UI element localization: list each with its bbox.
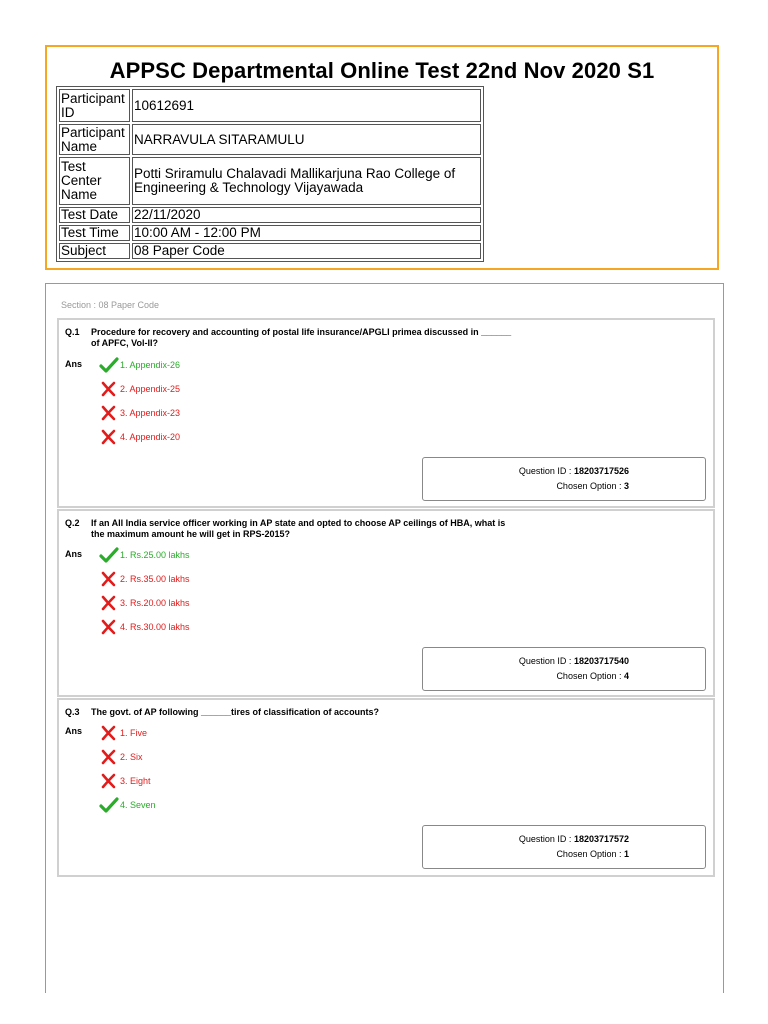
question-number: Q.3 [65, 707, 80, 717]
cross-icon [99, 773, 119, 789]
option-label: 2. Six [120, 752, 143, 762]
info-value: Potti Sriramulu Chalavadi Mallikarjuna Rao College of Engineering & Technology Vijayawada [132, 157, 481, 205]
info-row-subject [59, 243, 481, 259]
info-row-participant-name [59, 124, 481, 155]
question-text: Procedure for recovery and accounting of postal life insurance/APGLI primea discussed in ______ of APFC, Vol-II? [91, 327, 512, 348]
answer-label: Ans [65, 549, 83, 559]
info-row-participant-id [59, 89, 481, 122]
info-value: 10:00 AM - 12:00 PM [132, 225, 481, 241]
info-value: 08 Paper Code [132, 243, 481, 259]
document-title: APPSC Departmental Online Test 22nd Nov 2020 S1 [109, 58, 655, 83]
info-key: Test Center Name [59, 157, 130, 205]
question-id-value: 18203717540 [573, 656, 629, 666]
option [99, 429, 180, 445]
option [99, 773, 151, 789]
answer-label: Ans [65, 726, 83, 736]
cross-icon [99, 381, 119, 397]
chosen-option-label: Chosen Option : [556, 671, 624, 681]
option-label: 2. Rs.35.00 lakhs [120, 574, 190, 584]
question-id-label: Question ID : [518, 466, 574, 476]
chosen-option-line [423, 671, 629, 681]
question-text: The govt. of AP following ______tires of classification of accounts? [91, 707, 380, 717]
option [99, 357, 180, 373]
cross-icon [99, 405, 119, 421]
question-id-label: Question ID : [518, 834, 574, 844]
option [99, 595, 190, 611]
question-id-line [423, 834, 629, 844]
info-value: 22/11/2020 [132, 207, 481, 223]
question-id-value: 18203717526 [573, 466, 629, 476]
option [99, 749, 143, 765]
option-label: 1. Appendix-26 [120, 360, 181, 370]
option-label: 1. Five [120, 728, 148, 738]
option-label: 3. Appendix-23 [120, 408, 181, 418]
chosen-option-line [423, 481, 629, 491]
participant-info-table [56, 86, 484, 262]
question-id-line [423, 656, 629, 666]
question-meta-box [422, 647, 706, 691]
question-number: Q.1 [65, 327, 80, 337]
info-row-test-date [59, 207, 481, 223]
question-text: If an All India service officer working in AP state and opted to choose AP ceilings of HBA, what is the maximum amount he will get in RPS-2015? [91, 518, 506, 539]
cross-icon [99, 571, 119, 587]
info-row-test-center [59, 157, 481, 205]
info-key: Test Time [59, 225, 130, 241]
option-label: 1. Rs.25.00 lakhs [120, 550, 190, 560]
question-id-value: 18203717572 [573, 834, 629, 844]
question-id-label: Question ID : [518, 656, 574, 666]
answer-label: Ans [65, 359, 83, 369]
test-header-card [45, 45, 719, 270]
chosen-option-value: 1 [623, 849, 629, 859]
option [99, 405, 180, 421]
info-key: Participant Name [59, 124, 130, 155]
info-key: Participant ID [59, 89, 130, 122]
option [99, 725, 147, 741]
question-panel [57, 318, 715, 508]
cross-icon [99, 619, 119, 635]
option-label: 4. Appendix-20 [120, 432, 181, 442]
option [99, 381, 180, 397]
option-label: 4. Rs.30.00 lakhs [120, 622, 190, 632]
check-icon [99, 547, 119, 563]
info-key: Subject [59, 243, 130, 259]
check-icon [99, 797, 119, 813]
cross-icon [99, 595, 119, 611]
question-meta-box [422, 457, 706, 501]
option-label: 3. Rs.20.00 lakhs [120, 598, 190, 608]
option [99, 797, 156, 813]
option [99, 547, 190, 563]
question-panel [57, 698, 715, 877]
chosen-option-value: 4 [623, 671, 629, 681]
question-id-line [423, 466, 629, 476]
option-label: 2. Appendix-25 [120, 384, 181, 394]
info-value: 10612691 [132, 89, 481, 122]
question-panel [57, 509, 715, 697]
info-row-test-time [59, 225, 481, 241]
info-key: Test Date [59, 207, 130, 223]
option [99, 619, 190, 635]
section-label: Section : 08 Paper Code [61, 300, 160, 310]
chosen-option-value: 3 [623, 481, 629, 491]
chosen-option-label: Chosen Option : [556, 481, 624, 491]
response-sheet [45, 283, 724, 993]
info-value: NARRAVULA SITARAMULU [132, 124, 481, 155]
option-label: 4. Seven [120, 800, 156, 810]
check-icon [99, 357, 119, 373]
chosen-option-line [423, 849, 629, 859]
option [99, 571, 190, 587]
cross-icon [99, 429, 119, 445]
chosen-option-label: Chosen Option : [556, 849, 624, 859]
question-number: Q.2 [65, 518, 80, 528]
question-meta-box [422, 825, 706, 869]
cross-icon [99, 749, 119, 765]
cross-icon [99, 725, 119, 741]
option-label: 3. Eight [120, 776, 151, 786]
